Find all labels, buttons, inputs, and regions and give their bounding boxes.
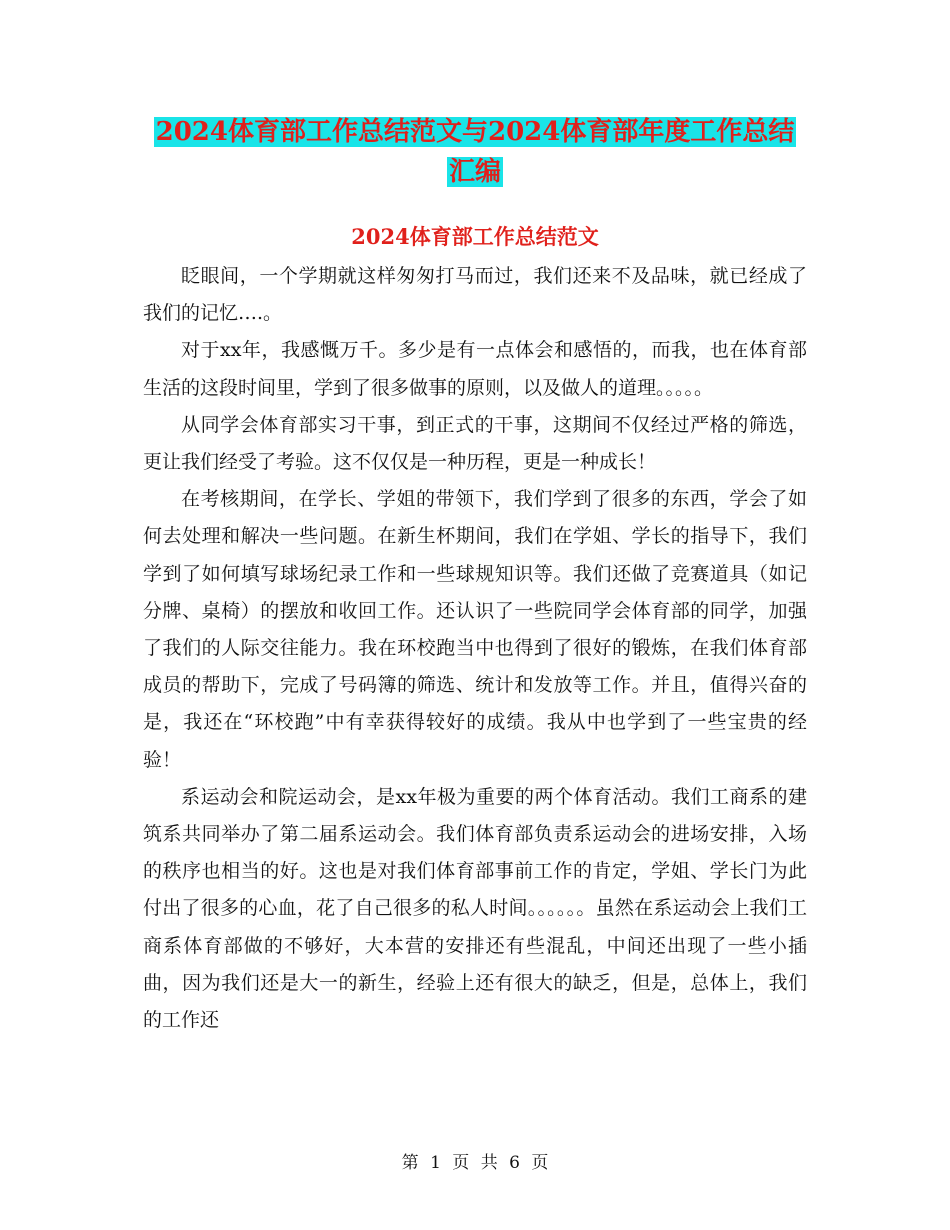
page-footer: 第 1 页 共 6 页 bbox=[401, 1153, 549, 1173]
paragraph: 眨眼间，一个学期就这样匆匆打马而过，我们还来不及品味，就已经成了我们的记忆….。 bbox=[143, 265, 807, 325]
section-title: 2024体育部工作总结范文 bbox=[351, 224, 599, 249]
paragraph: 对于xx年，我感慨万千。多少是有一点体会和感悟的，而我，也在体育部生活的这段时间里，学到了很多做事的原则，以及做人的道理。。。。。 bbox=[143, 339, 807, 399]
paragraph: 系运动会和院运动会，是xx年极为重要的两个体育活动。我们工商系的建筑系共同举办了第二届系运动会。我们体育部负责系运动会的进场安排，入场的秩序也相当的好。这也是对我们体育部事前工作的肯定，学姐、学长门为此付出了很多的心血，花了自己很多的私人时间。。。。。。虽然在系运动会上我们工商系体育部做的不够好，大本营的安排还有些混乱，中间还出现了一些小插曲，因为我们还是大一的新生，经验上还有很大的缺乏，但是，总体上，我们的工作还 bbox=[143, 785, 807, 1032]
document-title-line-1 bbox=[0, 112, 950, 152]
document-title-line-2 bbox=[0, 152, 950, 192]
title-highlight: 2024体育部工作总结范文与2024体育部年度工作总结 bbox=[155, 117, 795, 147]
paragraph: 在考核期间，在学长、学姐的带领下，我们学到了很多的东西，学会了如何去处理和解决一些问题。在新生杯期间，我们在学姐、学长的指导下，我们学到了如何填写球场纪录工作和一些球规知识等。我们还做了竞赛道具（如记分牌、桌椅）的摆放和收回工作。还认识了一些院同学会体育部的同学，加强了我们的人际交往能力。我在环校跑当中也得到了很好的锻炼，在我们体育部成员的帮助下，完成了号码簿的筛选、统计和发放等工作。并且，值得兴奋的是，我还在“环校跑”中有幸获得较好的成绩。我从中也学到了一些宝贵的经验！ bbox=[143, 488, 807, 771]
title-highlight: 汇编 bbox=[448, 157, 501, 187]
paragraph: 从同学会体育部实习干事，到正式的干事，这期间不仅经过严格的筛选，更让我们经受了考验。这不仅仅是一种历程，更是一种成长！ bbox=[143, 413, 807, 474]
document-body bbox=[143, 258, 807, 1039]
